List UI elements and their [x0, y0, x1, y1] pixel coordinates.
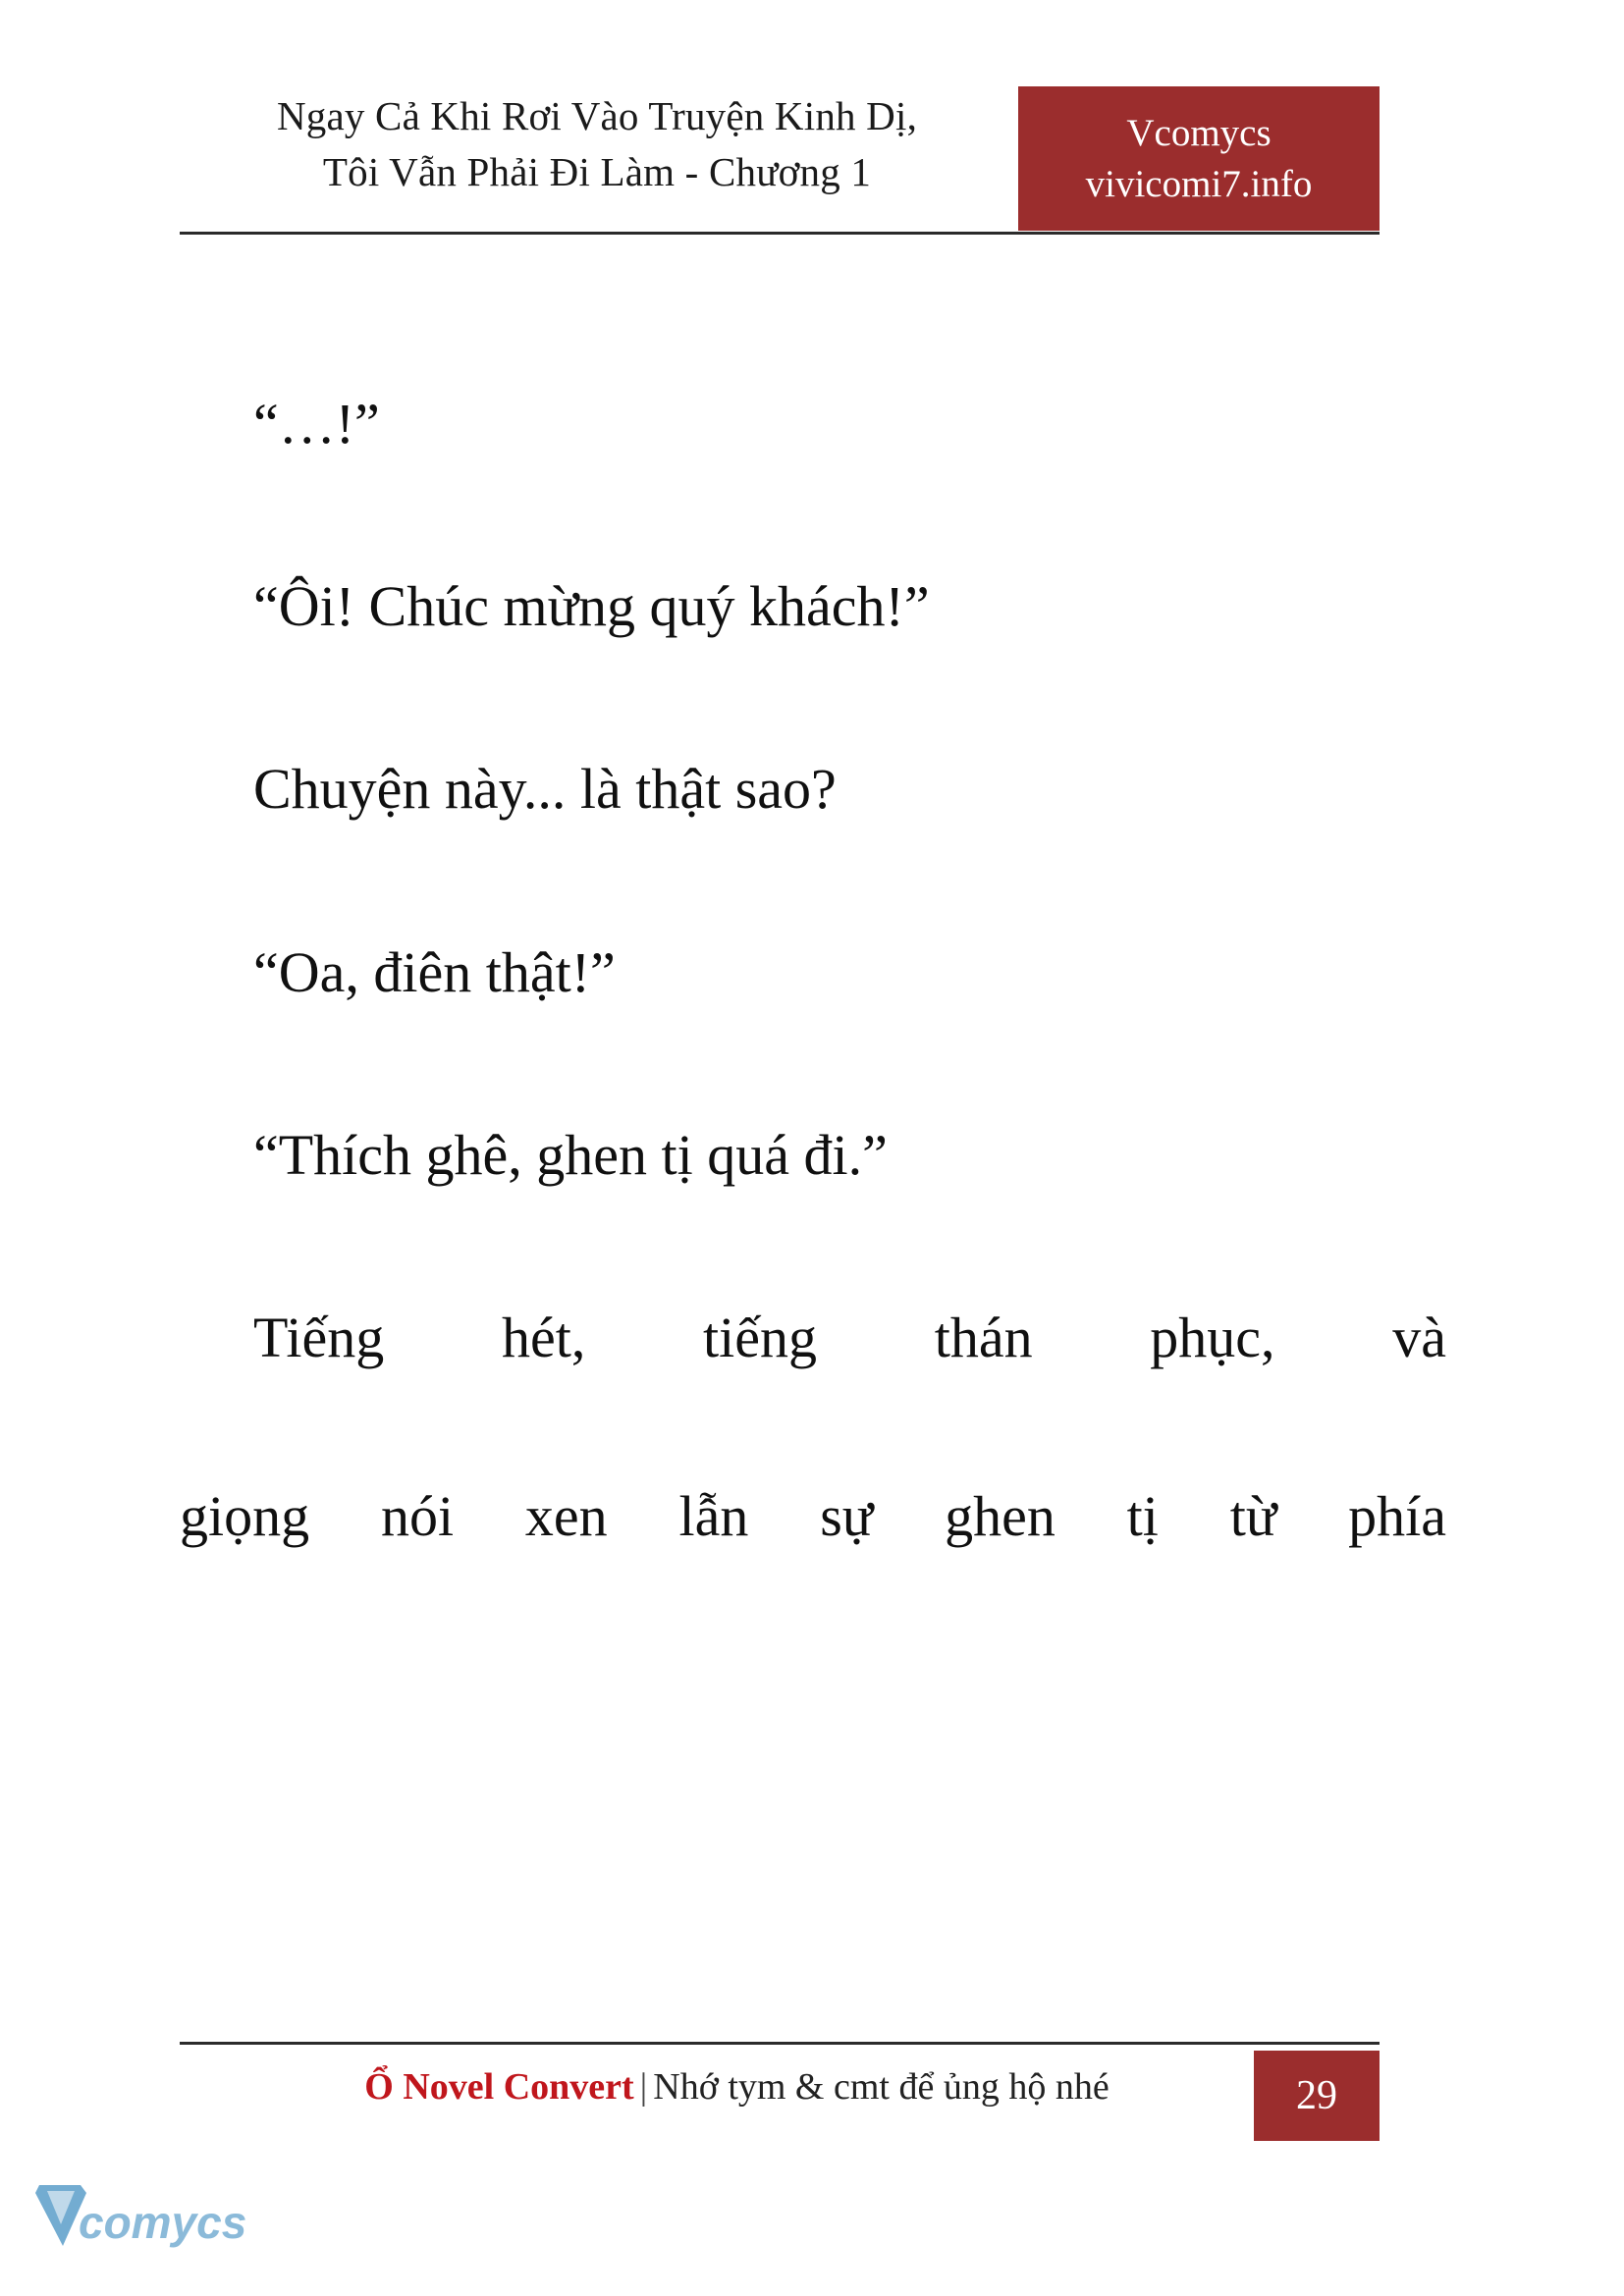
footer-brand: Ổ Novel Convert [364, 2066, 634, 2108]
watermark-icon [33, 2175, 289, 2269]
header-title-line2: Tôi Vẫn Phải Đi Làm - Chương 1 [322, 148, 872, 194]
site-badge-brand: Vcomycs [1126, 112, 1272, 155]
footer-divider [180, 2042, 1380, 2045]
site-badge-url: vivicomi7.info [1085, 162, 1313, 205]
footer-separator: | [639, 2066, 648, 2108]
header-title-line1: Ngay Cả Khi Rơi Vào Truyện Kinh Dị, [276, 93, 918, 138]
paragraph: “Ôi! Chúc mừng quý khách!” [253, 574, 930, 639]
header-divider [180, 232, 1380, 235]
page-number-badge: 29 [1254, 2051, 1380, 2141]
footer-note: Nhớ tym & cmt để ủng hộ nhé [653, 2066, 1110, 2108]
header-title [180, 88, 1014, 199]
svg-text:comycs: comycs [79, 2197, 247, 2248]
site-badge [1018, 86, 1380, 231]
page-footer [180, 2042, 1380, 2160]
vcomycs-watermark-logo [33, 2175, 289, 2269]
page-content [180, 388, 1446, 1664]
paragraph: Chuyện này... là thật sao? [253, 757, 837, 822]
paragraph: Tiếng hét, tiếng thán phục, và [253, 1306, 1446, 1370]
page-header [180, 86, 1380, 234]
paragraph: “Thích ghê, ghen tị quá đi.” [253, 1122, 888, 1187]
paragraph: giọng nói xen lẫn sự ghen tị từ phía [180, 1484, 1446, 1549]
paragraph: “…!” [253, 392, 380, 455]
paragraph: “Oa, điên thật!” [253, 939, 616, 1004]
footer-credit [180, 2065, 1294, 2110]
